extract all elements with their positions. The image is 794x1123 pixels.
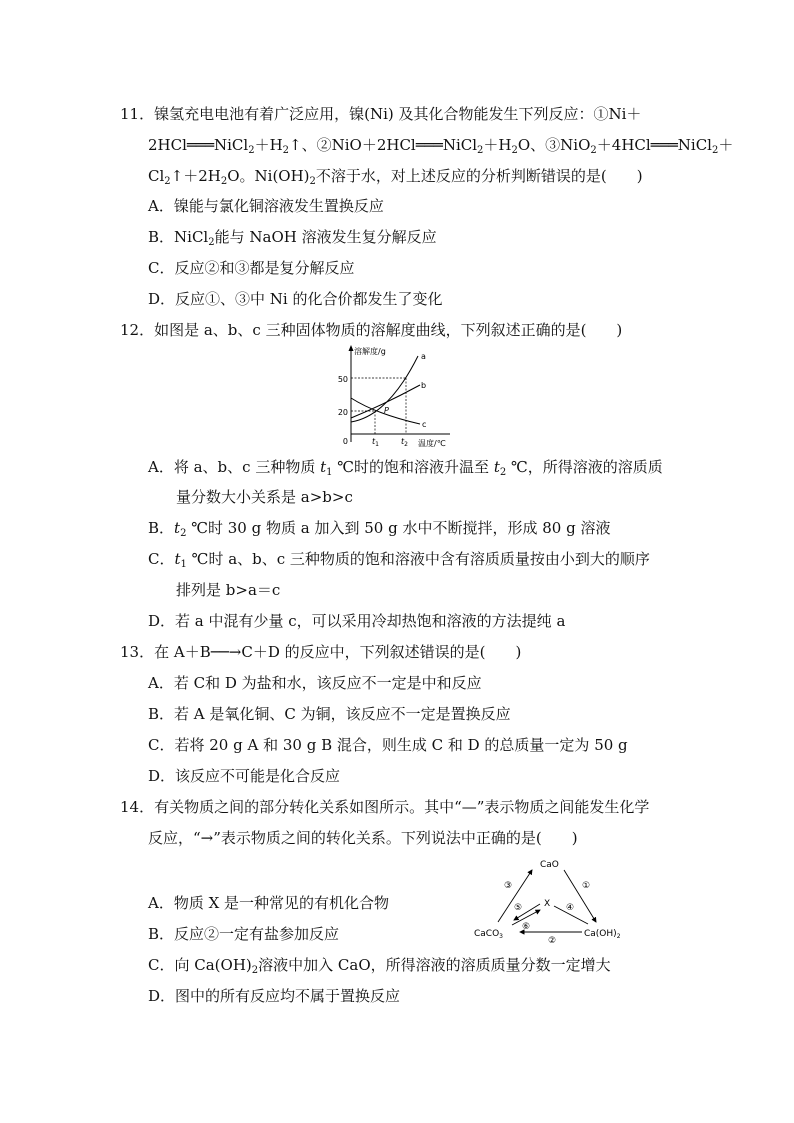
x-tick-t1: $t_1$ [372,437,379,448]
q13-option-a: A．若 C和 D 为盐和水，该反应不一定是中和反应 [148,674,482,692]
q12-stem: 12．如图是 a、b、c 三种固体物质的溶解度曲线，下列叙述正确的是( ) [120,321,623,339]
q12-option-a-line2: 量分数大小关系是 a>b>c [176,488,353,506]
label-6: ⑥ [522,922,531,932]
y-axis-arrow [349,345,354,351]
q13-option-d: D．该反应不可能是化合反应 [148,767,341,785]
q11-stem-line3: $Cl_2↑+2H_2O$。$Ni(OH)_2$不溶于水，对上述反应的分析判断错误的是( ) [148,167,643,187]
intersection-p-label: P [384,406,389,415]
label-4: ④ [566,903,575,913]
q11-option-c: C．反应②和③都是复分解反应 [148,259,355,277]
q11-stem-line1: 11．镍氢充电电池有着广泛应用，镍(Ni) 及其化合物能发生下列反应：①Ni＋ [120,105,642,123]
q14-stem-line2: 反应，“→”表示物质之间的转化关系。下列说法中正确的是( ) [148,829,578,847]
node-x: X [544,899,551,909]
q11-option-b: B．NiCl$_2$能与 NaOH 溶液发生复分解反应 [148,228,437,248]
conversion-diagram [468,850,638,945]
q13-option-c: C．若将 20 g A 和 30 g B 混合，则生成 C 和 D 的总质量一定为 50 g [148,736,628,754]
origin-label: 0 [342,437,348,446]
q14-option-b: B．反应②一定有盐参加反应 [148,925,340,943]
solubility-chart [330,342,460,450]
label-5: ⑤ [514,903,523,913]
node-caco3: CaCO$_3$ [474,929,503,940]
y-axis-label: 溶解度/g [354,347,386,356]
q12-option-d: D．若 a 中混有少量 c，可以采用冷却热饱和溶液的方法提纯 a [148,612,566,630]
node-cao: CaO [540,860,559,870]
node-caoh2: $Ca(OH)_2$ [584,929,621,940]
y-tick-20: 20 [337,408,348,417]
q11-option-d: D．反应①、③中 Ni 的化合价都发生了变化 [148,290,443,308]
q12-option-c-line2: 排列是 b>a＝c [176,581,281,599]
x-axis-label: 温度/℃ [418,439,446,448]
label-1: ① [582,881,591,891]
q11-stem-line2: $2HCl═══NiCl_2+H_2↑$、$②NiO+2HCl═══NiCl_2+H_2O$、③NiO$_2$＋4HCl═══NiCl$_2$＋ [148,136,734,156]
arrow-3 [498,870,532,922]
q14-option-a: A．物质 X 是一种常见的有机化合物 [148,894,390,912]
q12-option-c-line1: C．$t_1$ ℃时 a、b、c 三种物质的饱和溶液中含有溶质质量按由小到大的顺序 [148,550,650,570]
q14-option-d: D．图中的所有反应均不属于置换反应 [148,987,401,1005]
label-3: ③ [504,881,513,891]
y-tick-50: 50 [337,375,348,384]
curve-a-label: a [421,352,426,361]
q14-option-c: C．向 $Ca(OH)_2$溶液中加入 CaO，所得溶液的溶质质量分数一定增大 [148,956,611,976]
curve-c-label: c [422,420,427,429]
q13-stem: 13．在 A＋B──→C＋D 的反应中，下列叙述错误的是( ) [120,643,522,661]
label-2: ② [548,936,557,945]
q12-option-b: B．$t_2$ ℃时 30 g 物质 a 加入到 50 g 水中不断搅拌，形成 80 g 溶液 [148,519,611,539]
q12-option-a-line1: A．将 a、b、c 三种物质 $t_1$ ℃时的饱和溶液升温至 $t_2$ ℃，所得溶液的溶质质 [148,458,663,478]
q14-stem-line1: 14．有关物质之间的部分转化关系如图所示。其中“—”表示物质之间能发生化学 [120,798,650,816]
curve-b-label: b [421,381,427,390]
x-tick-t2: $t_2$ [401,437,408,448]
q11-option-a: A．镍能与氯化铜溶液发生置换反应 [148,197,384,215]
q13-option-b: B．若 A 是氧化铜、C 为铜，该反应不一定是置换反应 [148,705,511,723]
